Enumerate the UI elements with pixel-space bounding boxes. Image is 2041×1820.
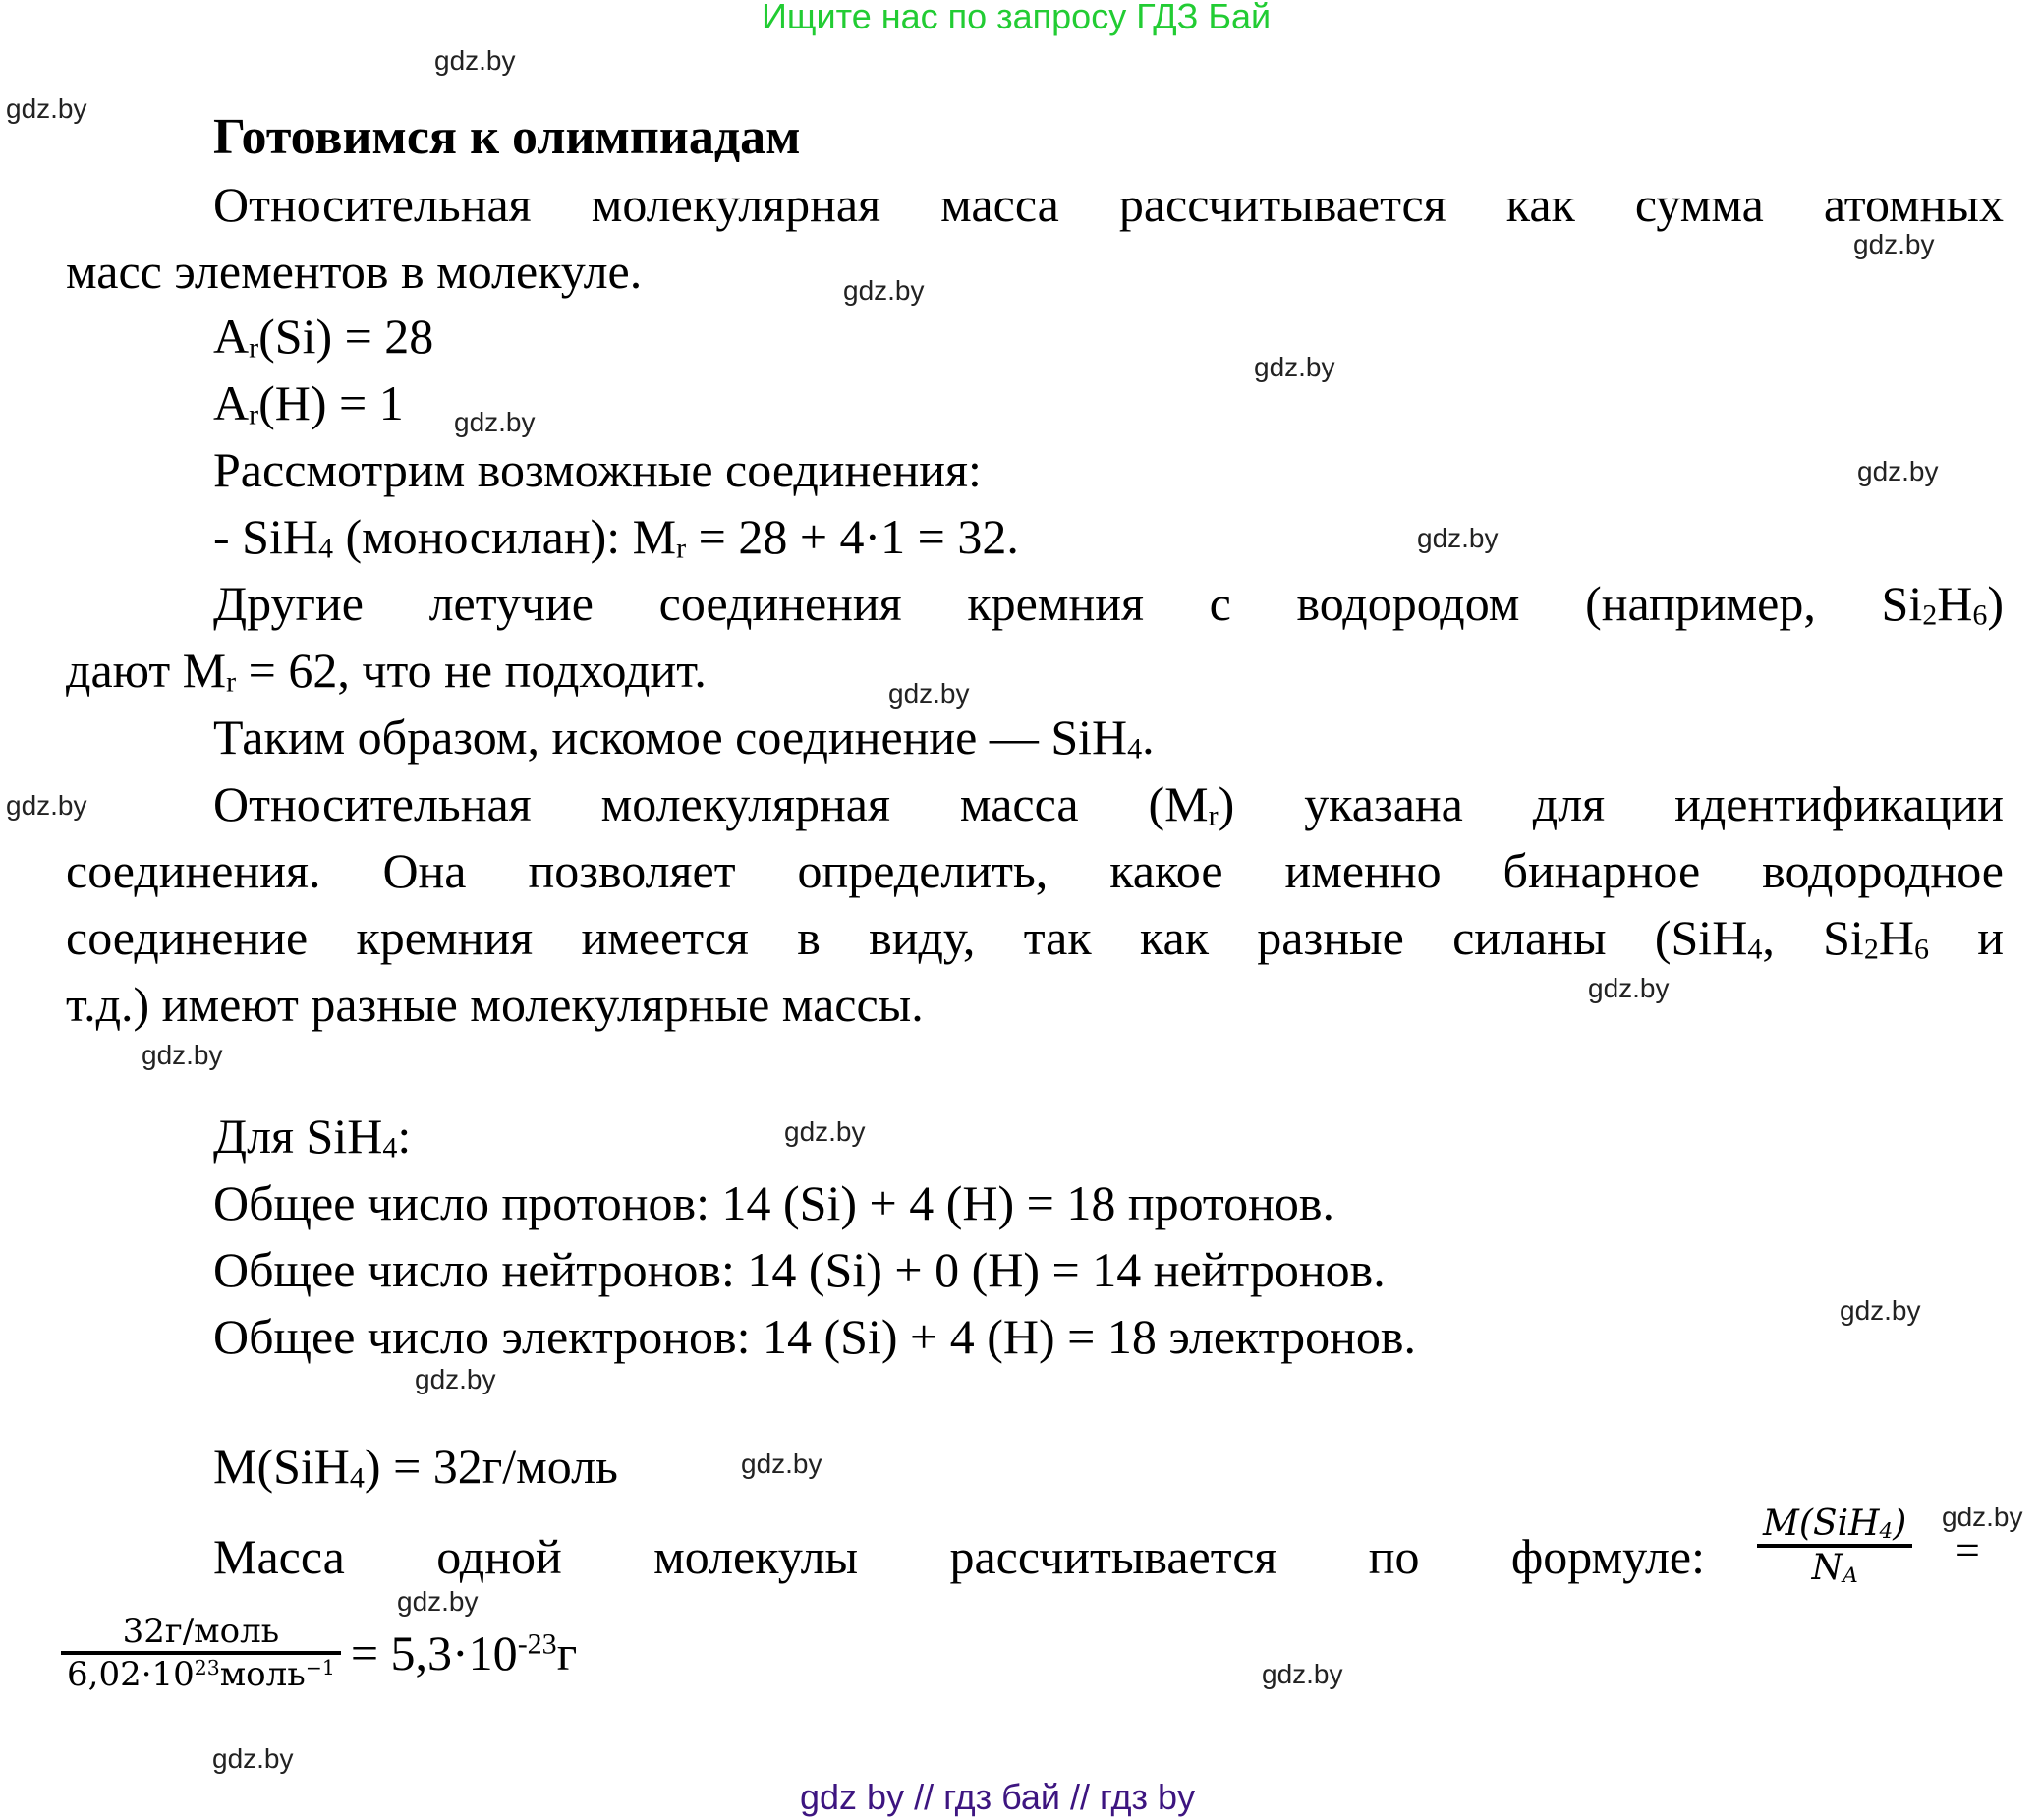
electrons-line: Общее число электронов: 14 (Si) + 4 (H) = 18 электронов. <box>213 1309 1416 1364</box>
watermark: gdz.by <box>784 1116 866 1147</box>
formula-intro: Масса одной молекулы рассчитывается по формуле: <box>213 1529 1705 1584</box>
section-title: Готовимся к олимпиадам <box>213 109 801 165</box>
formula-ar-h: $A_r(H) = 1$ <box>213 375 404 431</box>
watermark: gdz.by <box>454 407 536 437</box>
watermark: gdz.by <box>1853 229 1935 259</box>
paragraph-line: Таким образом, искомое соединение — SiH$_4$. <box>213 710 1155 766</box>
fraction-numerator: M(SiH$_4$) <box>1763 1504 1907 1545</box>
fraction-denominator: $N_A$ <box>1811 1548 1858 1589</box>
paragraph-line: дают $M_r = 62$, что не подходит. <box>66 643 707 699</box>
watermark: gdz.by <box>1840 1295 1921 1326</box>
watermark: gdz.by <box>1417 523 1499 553</box>
footer-links: gdz by // гдз бай // гдз by <box>800 1777 1196 1817</box>
protons-line: Общее число протонов: 14 (Si) + 4 (H) = 18 протонов. <box>213 1175 1334 1230</box>
watermark: gdz.by <box>1857 456 1939 486</box>
molar-mass-line: M(SiH$_4$) = 32г/моль <box>213 1439 618 1495</box>
paragraph-line: соединения. Она позволяет определить, какое именно бинарное водородное <box>66 843 2004 898</box>
watermark: gdz.by <box>415 1364 496 1394</box>
watermark: gdz.by <box>397 1586 479 1617</box>
watermark: gdz.by <box>843 275 925 306</box>
paragraph-line: т.д.) имеют разные молекулярные массы. <box>66 977 924 1032</box>
calculation <box>61 1612 577 1694</box>
watermark: gdz.by <box>6 93 87 124</box>
paragraph-line: Рассмотрим возможные соединения: <box>213 442 982 497</box>
watermark: gdz.by <box>1942 1502 2023 1532</box>
watermark: gdz.by <box>1588 973 1670 1003</box>
watermark: gdz.by <box>6 790 87 821</box>
watermark: gdz.by <box>142 1040 223 1070</box>
calc-denominator: $6,02\cdot 10^{23}моль^{-1}$ <box>67 1655 335 1694</box>
paragraph-line: Относительная молекулярная масса $(M_r)$ указана для идентификации <box>213 776 2004 832</box>
watermark: gdz.by <box>434 45 516 76</box>
equals-sign: = <box>1956 1526 1980 1574</box>
watermark: gdz.by <box>888 678 970 709</box>
paragraph-line: Относительная молекулярная масса рассчитывается как сумма атомных <box>213 177 2004 232</box>
paragraph-line: Другие летучие соединения кремния с водородом (например, $Si_2H_6$) <box>213 576 2004 632</box>
calc-numerator: 32г/моль <box>122 1612 280 1651</box>
paragraph-line: Для SiH$_4$: <box>213 1109 412 1165</box>
paragraph-line: масс элементов в молекуле. <box>66 244 643 299</box>
watermark: gdz.by <box>741 1449 822 1479</box>
paragraph-line: соединение кремния имеется в виду, так как разные силаны (SiH$_4$, $Si_2H_6$ и <box>66 910 2005 966</box>
watermark: gdz.by <box>1262 1659 1343 1689</box>
formula-fraction <box>1757 1504 1912 1588</box>
neutrons-line: Общее число нейтронов: 14 (Si) + 0 (H) = 14 нейтронов. <box>213 1242 1386 1297</box>
search-banner: Ищите нас по запросу ГДЗ Бай <box>762 0 1272 36</box>
watermark: gdz.by <box>212 1743 294 1774</box>
formula-sih4-mr: - SiH$_4$ (моносилан): $M_r = 28 + 4\cdot 1 = 32$. <box>213 509 1019 565</box>
calc-result: = $5,3\cdot 10^{-23}г$ <box>350 1625 578 1680</box>
formula-ar-si: $A_r(Si) = 28$ <box>213 309 434 365</box>
watermark: gdz.by <box>1254 352 1335 382</box>
